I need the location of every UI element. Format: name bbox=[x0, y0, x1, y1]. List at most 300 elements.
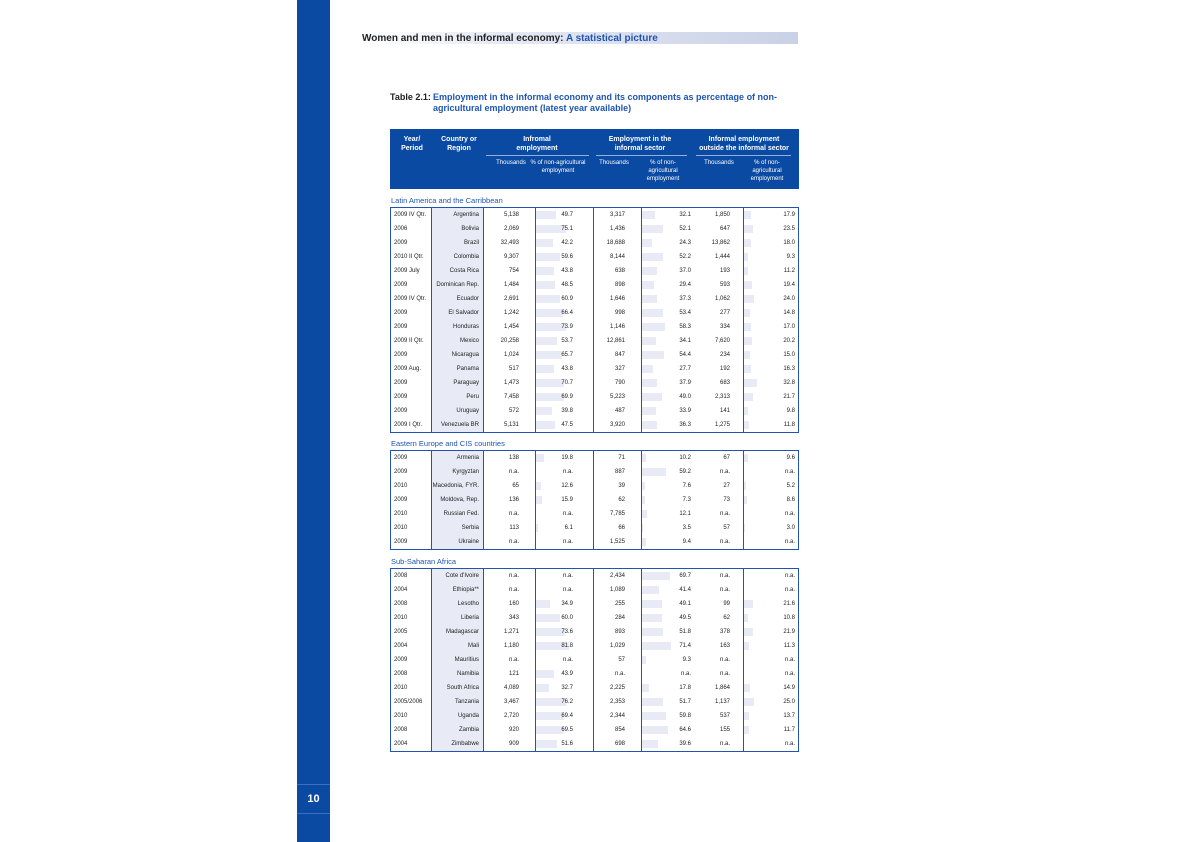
table-cell: Nicaragua bbox=[451, 352, 479, 358]
table-cell: 2005 bbox=[394, 629, 408, 635]
header-thousands: Thousands bbox=[704, 160, 734, 166]
table-cell: 8.6 bbox=[786, 497, 795, 503]
table-cell: 71 bbox=[618, 455, 625, 461]
table-row bbox=[391, 723, 798, 737]
table-cell: 1,275 bbox=[714, 422, 730, 428]
header-outside-sector: Informal employment outside the informal sector bbox=[699, 136, 789, 152]
table-cell: Panama bbox=[456, 366, 479, 372]
table-cell: Namibia bbox=[456, 671, 479, 677]
table-cell: 64.6 bbox=[679, 727, 691, 733]
table-cell: Mexico bbox=[459, 338, 479, 344]
table-cell: 1,146 bbox=[609, 324, 625, 330]
table-cell: 163 bbox=[719, 643, 730, 649]
header-country: Country or Region bbox=[441, 136, 477, 152]
table-cell: n.a. bbox=[784, 741, 795, 747]
table-cell: 255 bbox=[614, 601, 625, 607]
table-row bbox=[391, 521, 798, 535]
table-cell: Armenia bbox=[456, 455, 479, 461]
header-informal-sector: Employment in the informal sector bbox=[608, 136, 672, 152]
table-row bbox=[391, 667, 798, 681]
table-cell: 1,062 bbox=[714, 296, 730, 302]
table-cell: 67 bbox=[723, 455, 730, 461]
table-cell: 49.0 bbox=[679, 394, 691, 400]
table-cell: 57 bbox=[723, 525, 730, 531]
table-header bbox=[390, 129, 799, 189]
spine-rule bbox=[297, 813, 330, 814]
table-cell: n.a. bbox=[562, 539, 573, 545]
table-cell: 47.5 bbox=[561, 422, 573, 428]
table-cell: 62 bbox=[723, 615, 730, 621]
table-cell: Venezuela BR bbox=[440, 422, 479, 428]
table-row bbox=[391, 376, 798, 390]
table-cell: 683 bbox=[719, 380, 730, 386]
table-cell: 2009 July bbox=[394, 268, 420, 274]
table-number: Table 2.1: bbox=[390, 92, 431, 102]
table-row bbox=[391, 418, 798, 432]
table-cell: 2004 bbox=[394, 643, 408, 649]
header-percent: % of non-agricultural employment bbox=[530, 160, 586, 174]
table-cell: Argentina bbox=[453, 212, 479, 218]
table-cell: 1,444 bbox=[714, 254, 730, 260]
table-cell: 1,029 bbox=[609, 643, 625, 649]
table-cell: 2009 bbox=[394, 408, 408, 414]
table-cell: 2008 bbox=[394, 671, 408, 677]
table-cell: 790 bbox=[614, 380, 625, 386]
table-cell: 136 bbox=[508, 497, 519, 503]
table-cell: Kyrgyztan bbox=[452, 469, 479, 475]
table-row bbox=[391, 306, 798, 320]
table-cell: 893 bbox=[614, 629, 625, 635]
table-cell: 24.0 bbox=[783, 296, 795, 302]
table-cell: 2010 bbox=[394, 713, 408, 719]
table-cell: 2009 bbox=[394, 352, 408, 358]
header-year: Year/ Period bbox=[401, 136, 423, 152]
table-cell: 37.0 bbox=[679, 268, 691, 274]
table-cell: 1,454 bbox=[503, 324, 519, 330]
table-cell: 1,271 bbox=[503, 629, 519, 635]
table-cell: 66.4 bbox=[561, 310, 573, 316]
table-cell: 2009 I Qtr. bbox=[394, 422, 423, 428]
table-row bbox=[391, 250, 798, 264]
table-cell: Madagascar bbox=[445, 629, 479, 635]
table-cell: 2009 bbox=[394, 310, 408, 316]
table-cell: 60.9 bbox=[561, 296, 573, 302]
table-cell: 2010 bbox=[394, 483, 408, 489]
table-cell: 2009 bbox=[394, 455, 408, 461]
table-cell: 2,313 bbox=[714, 394, 730, 400]
table-cell: Colombia bbox=[453, 254, 479, 260]
table-cell: n.a. bbox=[508, 587, 519, 593]
table-cell: 2008 bbox=[394, 601, 408, 607]
table-cell: 51.6 bbox=[561, 741, 573, 747]
table-cell: 9.3 bbox=[682, 657, 691, 663]
table-cell: 2009 II Qtr. bbox=[394, 338, 424, 344]
table-cell: Uruguay bbox=[456, 408, 479, 414]
table-cell: Russian Fed. bbox=[443, 511, 479, 517]
table-row bbox=[391, 362, 798, 376]
table-cell: 2008 bbox=[394, 727, 408, 733]
table-cell: 12.1 bbox=[679, 511, 691, 517]
table-cell: Dominican Rep. bbox=[436, 282, 479, 288]
table-cell: 75.1 bbox=[561, 226, 573, 232]
table-cell: 39.8 bbox=[561, 408, 573, 414]
table-cell: 69.5 bbox=[561, 727, 573, 733]
table-cell: 73 bbox=[723, 497, 730, 503]
table-row bbox=[391, 493, 798, 507]
table-cell: 99 bbox=[723, 601, 730, 607]
table-cell: 76.2 bbox=[561, 699, 573, 705]
table-cell: 29.4 bbox=[679, 282, 691, 288]
table-cell: Paraguay bbox=[453, 380, 479, 386]
table-cell: 36.3 bbox=[679, 422, 691, 428]
table-cell: 2010 bbox=[394, 525, 408, 531]
table-cell: Macedonia, FYR. bbox=[432, 483, 479, 489]
table-cell: 37.3 bbox=[679, 296, 691, 302]
table-cell: 9.8 bbox=[786, 408, 795, 414]
table-cell: 81.8 bbox=[561, 643, 573, 649]
table-cell: 60.0 bbox=[561, 615, 573, 621]
table-cell: n.a. bbox=[508, 511, 519, 517]
table-cell: 12.6 bbox=[561, 483, 573, 489]
table-cell: 327 bbox=[614, 366, 625, 372]
table-cell: 647 bbox=[719, 226, 730, 232]
table-cell: 160 bbox=[508, 601, 519, 607]
table-cell: 1,180 bbox=[503, 643, 519, 649]
table-cell: 24.3 bbox=[679, 240, 691, 246]
table-cell: 52.1 bbox=[679, 226, 691, 232]
table-cell: 1,484 bbox=[503, 282, 519, 288]
table-cell: 2009 bbox=[394, 324, 408, 330]
table-cell: 909 bbox=[508, 741, 519, 747]
table-cell: 1,242 bbox=[503, 310, 519, 316]
table-cell: n.a. bbox=[719, 741, 730, 747]
table-cell: 1,089 bbox=[609, 587, 625, 593]
table-cell: 43.8 bbox=[561, 268, 573, 274]
table-cell: 15.0 bbox=[783, 352, 795, 358]
table-cell: 69.7 bbox=[679, 573, 691, 579]
table-cell: 2,353 bbox=[609, 699, 625, 705]
table-row bbox=[391, 334, 798, 348]
table-cell: Brazil bbox=[463, 240, 479, 246]
table-cell: 2009 IV Qtr. bbox=[394, 212, 427, 218]
table-cell: 2009 Aug. bbox=[394, 366, 422, 372]
table-cell: Zimbabwe bbox=[451, 741, 479, 747]
table-cell: 6.1 bbox=[564, 525, 573, 531]
table-cell: n.a. bbox=[680, 671, 691, 677]
table-cell: 9.4 bbox=[682, 539, 691, 545]
table-cell: n.a. bbox=[719, 587, 730, 593]
table-cell: Liberia bbox=[460, 615, 479, 621]
table-cell: 5.2 bbox=[786, 483, 795, 489]
header-percent: % of non-agricultural employment bbox=[646, 160, 680, 182]
table-cell: 378 bbox=[719, 629, 730, 635]
table-cell: 53.4 bbox=[679, 310, 691, 316]
table-cell: 11.2 bbox=[783, 268, 795, 274]
table-cell: 71.4 bbox=[679, 643, 691, 649]
table-row bbox=[391, 737, 798, 751]
table-cell: 2008 bbox=[394, 573, 408, 579]
table-cell: 898 bbox=[614, 282, 625, 288]
table-cell: n.a. bbox=[784, 587, 795, 593]
table-cell: 1,024 bbox=[503, 352, 519, 358]
table-cell: n.a. bbox=[719, 539, 730, 545]
table-row bbox=[391, 222, 798, 236]
table-cell: 34.1 bbox=[679, 338, 691, 344]
table-cell: 20,258 bbox=[500, 338, 519, 344]
table-cell: 25.0 bbox=[783, 699, 795, 705]
table-cell: n.a. bbox=[508, 573, 519, 579]
table-cell: 7.3 bbox=[682, 497, 691, 503]
table-cell: 17.0 bbox=[783, 324, 795, 330]
table-cell: n.a. bbox=[784, 539, 795, 545]
section-title: Sub-Saharan Africa bbox=[391, 557, 457, 566]
table-cell: 8,144 bbox=[609, 254, 625, 260]
table-cell: 3,467 bbox=[503, 699, 519, 705]
table-cell: 21.6 bbox=[783, 601, 795, 607]
table-row bbox=[391, 264, 798, 278]
table-cell: 69.4 bbox=[561, 713, 573, 719]
running-header bbox=[362, 33, 658, 44]
table-cell: 9.3 bbox=[786, 254, 795, 260]
table-cell: 10.2 bbox=[679, 455, 691, 461]
table-cell: 70.7 bbox=[561, 380, 573, 386]
table-cell: 58.3 bbox=[679, 324, 691, 330]
table-row bbox=[391, 451, 798, 465]
table-cell: 2004 bbox=[394, 741, 408, 747]
table-row bbox=[391, 292, 798, 306]
table-cell: Ukraine bbox=[458, 539, 479, 545]
table-cell: n.a. bbox=[508, 469, 519, 475]
table-cell: 33.9 bbox=[679, 408, 691, 414]
table-cell: Serbia bbox=[461, 525, 479, 531]
table-cell: 32.8 bbox=[783, 380, 795, 386]
table-cell: 4,089 bbox=[503, 685, 519, 691]
table-row bbox=[391, 583, 798, 597]
table-cell: 17.8 bbox=[679, 685, 691, 691]
table-cell: n.a. bbox=[562, 469, 573, 475]
table-row bbox=[391, 348, 798, 362]
table-cell: 18.0 bbox=[783, 240, 795, 246]
table-cell: 572 bbox=[508, 408, 519, 414]
table-cell: 887 bbox=[614, 469, 625, 475]
table-cell: 2009 bbox=[394, 394, 408, 400]
table-cell: 1,646 bbox=[609, 296, 625, 302]
table-cell: 49.1 bbox=[679, 601, 691, 607]
table-cell: 5,223 bbox=[609, 394, 625, 400]
table-cell: n.a. bbox=[508, 539, 519, 545]
table-cell: Bolivia bbox=[461, 226, 479, 232]
table-cell: 11.3 bbox=[783, 643, 795, 649]
table-row bbox=[391, 208, 798, 222]
table-cell: 2010 bbox=[394, 615, 408, 621]
table-cell: 16.3 bbox=[783, 366, 795, 372]
table-cell: 11.8 bbox=[783, 422, 795, 428]
table-cell: 3,920 bbox=[609, 422, 625, 428]
table-row bbox=[391, 611, 798, 625]
table-row bbox=[391, 236, 798, 250]
header-thousands: Thousands bbox=[496, 160, 526, 166]
table-cell: 59.8 bbox=[679, 713, 691, 719]
table-cell: n.a. bbox=[562, 573, 573, 579]
table-cell: 12,861 bbox=[606, 338, 625, 344]
table-cell: 7,620 bbox=[714, 338, 730, 344]
header-informal-employment: Infromal employment bbox=[516, 136, 558, 152]
table-cell: 155 bbox=[719, 727, 730, 733]
table-cell: Costa Rica bbox=[449, 268, 479, 274]
table-cell: 2004 bbox=[394, 587, 408, 593]
table-cell: 19.4 bbox=[783, 282, 795, 288]
table-cell: 39 bbox=[618, 483, 625, 489]
table-cell: 920 bbox=[508, 727, 519, 733]
table-cell: 10.8 bbox=[783, 615, 795, 621]
table-cell: 32.7 bbox=[561, 685, 573, 691]
table-cell: 48.5 bbox=[561, 282, 573, 288]
table-cell: 537 bbox=[719, 713, 730, 719]
table-cell: 2009 IV Qtr. bbox=[394, 296, 427, 302]
table-cell: 2009 bbox=[394, 240, 408, 246]
table-cell: 7.6 bbox=[682, 483, 691, 489]
table-cell: 49.5 bbox=[679, 615, 691, 621]
table-cell: Zambia bbox=[458, 727, 479, 733]
table-cell: Uganda bbox=[457, 713, 479, 719]
table-cell: 11.7 bbox=[783, 727, 795, 733]
table-cell: Moldova, Rep. bbox=[440, 497, 479, 503]
table-cell: 2010 bbox=[394, 685, 408, 691]
table-cell: 2009 bbox=[394, 469, 408, 475]
table-cell: 113 bbox=[509, 525, 519, 531]
table-cell: 3.5 bbox=[682, 525, 691, 531]
table-cell: Honduras bbox=[452, 324, 479, 330]
table-cell: 1,864 bbox=[714, 685, 730, 691]
table-cell: 2009 bbox=[394, 380, 408, 386]
table-cell: 141 bbox=[719, 408, 730, 414]
table-cell: 13,862 bbox=[711, 240, 730, 246]
table-cell: 21.7 bbox=[783, 394, 795, 400]
table-row bbox=[391, 479, 798, 493]
table-cell: 52.2 bbox=[679, 254, 691, 260]
table-cell: 998 bbox=[614, 310, 625, 316]
table-cell: 593 bbox=[719, 282, 730, 288]
table-cell: 2,069 bbox=[503, 226, 519, 232]
table-cell: 37.9 bbox=[679, 380, 691, 386]
table-cell: 65 bbox=[512, 483, 519, 489]
table-cell: 51.8 bbox=[679, 629, 691, 635]
table-cell: 638 bbox=[614, 268, 625, 274]
table-row bbox=[391, 320, 798, 334]
table-cell: 9,307 bbox=[503, 254, 519, 260]
table-cell: 53.7 bbox=[561, 338, 573, 344]
table-cell: 14.9 bbox=[783, 685, 795, 691]
table-cell: 2,720 bbox=[503, 713, 519, 719]
section-title: Latin America and the Carribbean bbox=[391, 196, 503, 205]
table-cell: Tanzania bbox=[454, 699, 479, 705]
table-cell: 21.9 bbox=[783, 629, 795, 635]
table-cell: 7,458 bbox=[503, 394, 519, 400]
table-cell: 66 bbox=[618, 525, 625, 531]
table-cell: 487 bbox=[614, 408, 625, 414]
table-cell: 43.8 bbox=[561, 366, 573, 372]
table-cell: 3.0 bbox=[786, 525, 795, 531]
table-cell: 1,473 bbox=[503, 380, 519, 386]
section-title: Eastern Europe and CIS countries bbox=[391, 439, 505, 448]
table-cell: n.a. bbox=[562, 657, 573, 663]
table-cell: 42.2 bbox=[561, 240, 573, 246]
table-cell: n.a. bbox=[784, 511, 795, 517]
header-rule bbox=[596, 155, 687, 156]
table-cell: n.a. bbox=[719, 511, 730, 517]
table-cell: 193 bbox=[719, 268, 730, 274]
table-cell: Lesotho bbox=[457, 601, 479, 607]
table-row bbox=[391, 709, 798, 723]
table-cell: 41.4 bbox=[679, 587, 691, 593]
table-cell: 2,691 bbox=[503, 296, 519, 302]
table-cell: 121 bbox=[508, 671, 519, 677]
table-cell: 277 bbox=[719, 310, 730, 316]
table-section bbox=[390, 207, 799, 433]
table-cell: 32.1 bbox=[679, 212, 691, 218]
table-cell: 32,493 bbox=[500, 240, 519, 246]
table-cell: 1,525 bbox=[609, 539, 625, 545]
header-rule bbox=[696, 155, 791, 156]
table-cell: n.a. bbox=[719, 671, 730, 677]
table-cell: South Africa bbox=[446, 685, 479, 691]
page-number: 10 bbox=[307, 793, 320, 805]
table-cell: 73.9 bbox=[561, 324, 573, 330]
table-cell: 2,434 bbox=[609, 573, 625, 579]
table-cell: 59.2 bbox=[679, 469, 691, 475]
table-cell: 854 bbox=[614, 727, 625, 733]
table-row bbox=[391, 653, 798, 667]
table-cell: 698 bbox=[614, 741, 625, 747]
table-cell: 9.6 bbox=[786, 455, 795, 461]
table-cell: Ethiopia** bbox=[452, 587, 479, 593]
table-cell: 754 bbox=[508, 268, 519, 274]
table-section bbox=[390, 568, 799, 752]
table-cell: 19.8 bbox=[561, 455, 573, 461]
table-row bbox=[391, 597, 798, 611]
table-cell: 5,131 bbox=[503, 422, 519, 428]
table-cell: Ecuador bbox=[456, 296, 479, 302]
table-cell: 2009 bbox=[394, 282, 408, 288]
table-cell: n.a. bbox=[784, 573, 795, 579]
table-cell: 39.6 bbox=[679, 741, 691, 747]
table-row bbox=[391, 507, 798, 521]
table-row bbox=[391, 390, 798, 404]
table-cell: 51.7 bbox=[679, 699, 691, 705]
table-cell: 2005/2006 bbox=[394, 699, 423, 705]
header-title: Women and men in the informal economy: bbox=[362, 33, 564, 44]
table-cell: 517 bbox=[508, 366, 519, 372]
table-cell: 62 bbox=[618, 497, 625, 503]
table-cell: n.a. bbox=[784, 469, 795, 475]
table-cell: 2006 bbox=[394, 226, 408, 232]
table-cell: 7,785 bbox=[609, 511, 625, 517]
table-cell: 1,137 bbox=[714, 699, 730, 705]
table-cell: 43.9 bbox=[561, 671, 573, 677]
page-spine bbox=[297, 0, 330, 842]
table-cell: n.a. bbox=[614, 671, 625, 677]
table-row bbox=[391, 535, 798, 549]
table-cell: n.a. bbox=[784, 657, 795, 663]
table-cell: 14.8 bbox=[783, 310, 795, 316]
table-cell: 2010 bbox=[394, 511, 408, 517]
table-cell: 18,688 bbox=[606, 240, 625, 246]
table-row bbox=[391, 695, 798, 709]
table-cell: 284 bbox=[614, 615, 625, 621]
header-thousands: Thousands bbox=[599, 160, 629, 166]
table-title: Employment in the informal economy and its components as percentage of non-agricultural employment (latest year available) bbox=[433, 92, 778, 113]
table-cell: 59.6 bbox=[561, 254, 573, 260]
